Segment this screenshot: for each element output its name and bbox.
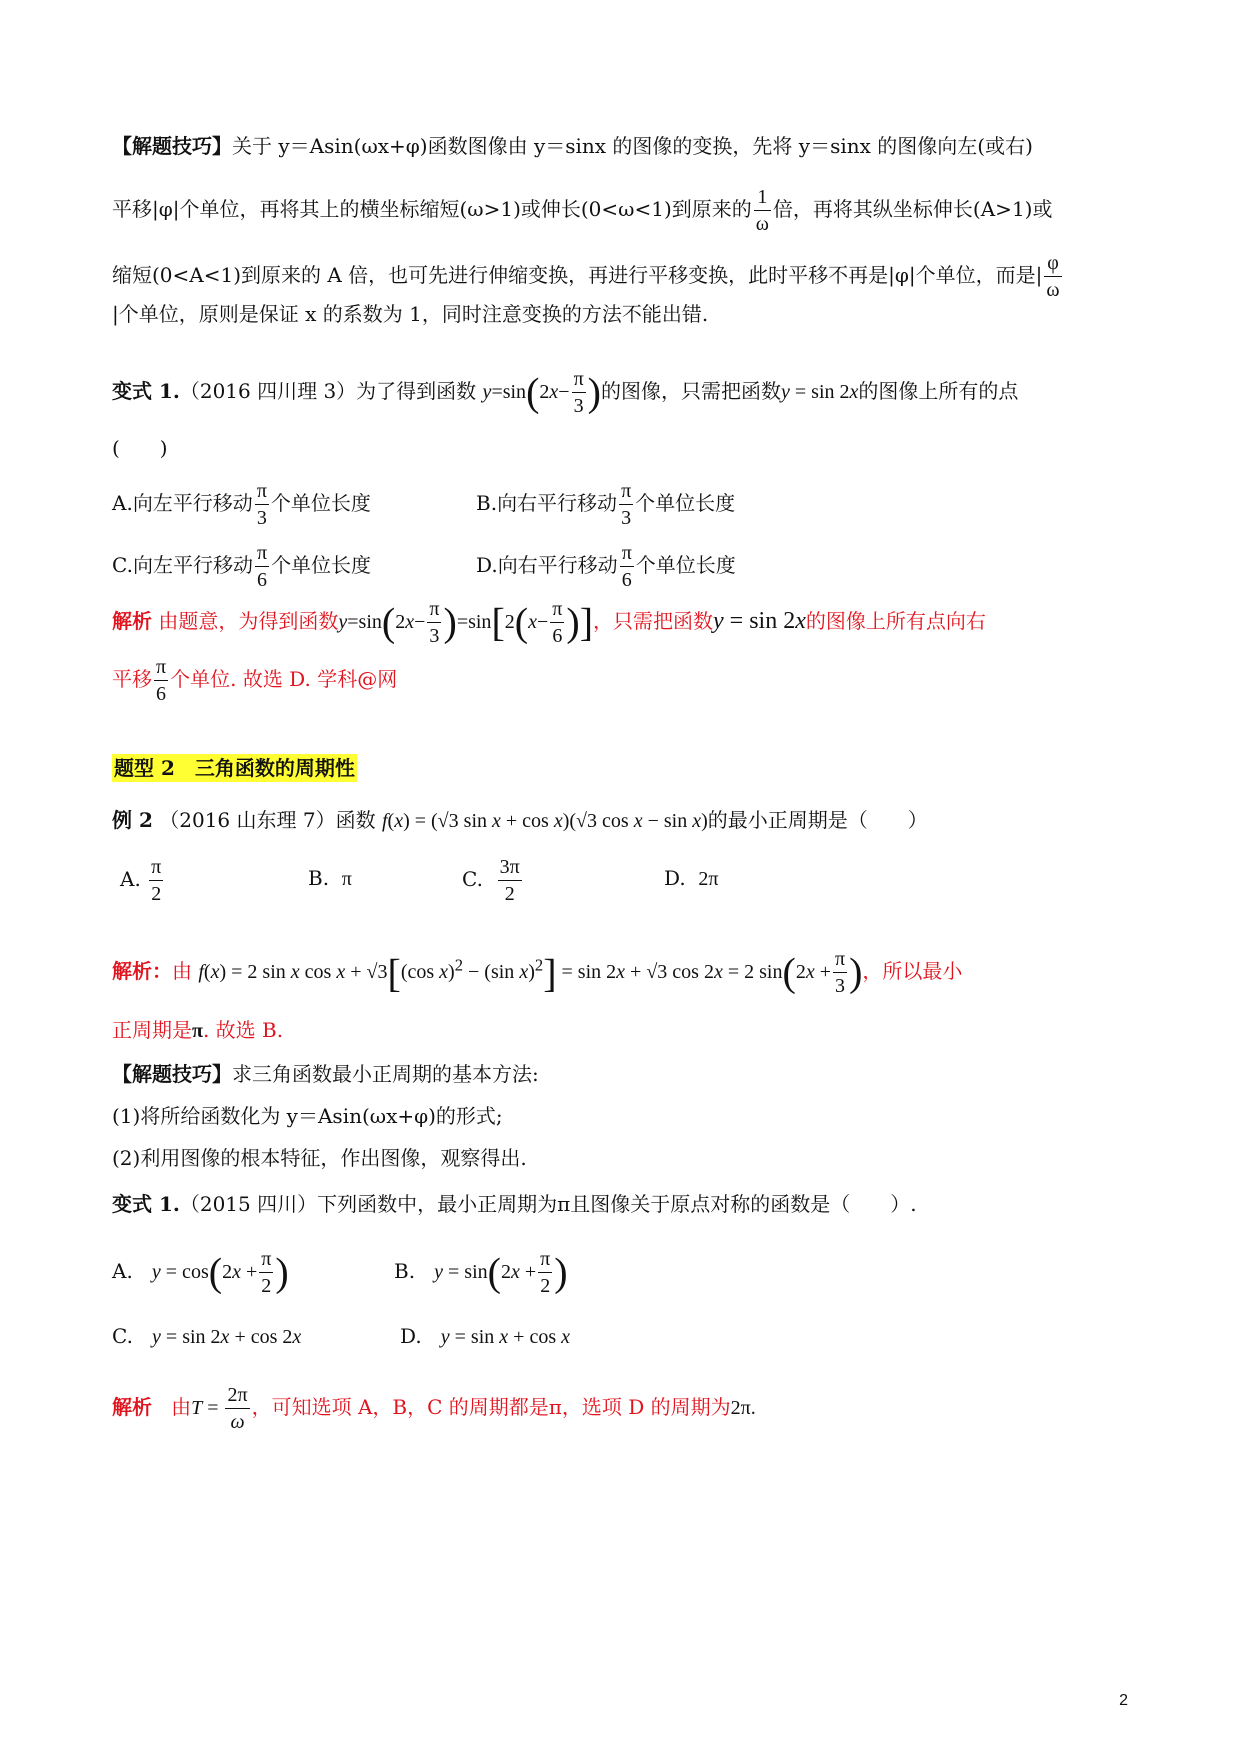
example2-question: 例 2 （2016 山东理 7）函数 f(x) = (√3 sin x + cos x)(√3 cos x − sin x)的最小正周期是（ ） [112,808,928,832]
formula-target: y [482,381,492,403]
type2-heading-text: 题型 2 三角函数的周期性 [114,756,355,780]
analysis2-c: 正周期是 [112,1018,192,1042]
variant2-option-b: B. y = sin(2x + $\frac{\pi}{2}$ ) [394,1248,568,1297]
variant1-source: （2016 四川理 3）为了得到函数 [179,379,477,403]
example2-analysis: 解析：由 f(x) = 2 sin x cos x + √3[(cos x)$^2$ − (sin x)$^2$] = sin 2x + √3 cos 2x = 2 sin(2x + $\frac{\pi}{3}$ )，所以最小 [112,948,963,997]
variant1-label: 变式 1. [112,379,180,403]
tip1-text2a: 平移|φ|个单位，再将其上的横坐标缩短(ω>1)或伸长(0<ω<1)到原来的 [112,197,752,221]
analysis2-pi: π [192,1020,203,1042]
analysis-text-e: 个单位. 故选 D. 学科@网 [170,667,398,691]
tip1-text1: 关于 y＝Asin(ωx+φ)函数图像由 y＝sinx 的图像的变换，先将 y＝sinx 的图像向左(或右) [232,134,1033,158]
tip1-text2b: 倍，再将其纵坐标伸长(A>1)或 [772,197,1053,221]
variant2-option-c: C. y = sin 2x + cos 2x [112,1324,302,1348]
tip1-line2 [112,184,1052,237]
analysis-label: 解析 [112,609,152,633]
example2-source: （2016 山东理 7）函数 [159,808,376,832]
variant2-analysis: 解析 由T = $\frac{2\pi}{\omega}$ ，可知选项 A，B，C 的周期都是π，选项 D 的周期为2π. [112,1384,756,1433]
variant1-question: 变式 1.（2016 四川理 3）为了得到函数 y=sin(2x− $\frac{\pi}{3}$ )的图像，只需把函数y = sin 2x的图像上所有的点 [112,368,1019,417]
analysis-label-3: 解析 [112,1395,152,1419]
tip2-step2: (2)利用图像的根本特征，作出图像，观察得出. [112,1146,527,1170]
page-number: 2 [1119,1692,1128,1709]
analysis-text-d: 平移 [112,667,152,691]
fraction-1-over-omega: $\frac{1}{\omega}$ [755,186,769,235]
variant2-option-a: A. y = cos(2x + $\frac{\pi}{2}$ ) [112,1248,289,1297]
example2-label: 例 2 [112,808,153,832]
analysis3-c: 2π. [730,1397,756,1419]
variant2-question [112,1190,917,1218]
analysis2-b: ，所以最小 [862,959,963,983]
type2-heading [112,754,357,782]
analysis-text-a: 由题意，为得到函数 [158,609,339,633]
variant1-option-b: B.向右平行移动 $\frac{\pi}{3}$ 个单位长度 [476,480,736,529]
variant2-text: （2015 四川）下列函数中，最小正周期为π且图像关于原点对称的函数是（ ）. [179,1192,917,1216]
example2-end: 的最小正周期是（ ） [707,808,928,832]
tip2-label: 【解题技巧】 [112,1062,232,1086]
variant1-mid: 的图像，只需把函数 [601,379,781,403]
variant1-analysis: 解析 由题意，为得到函数y=sin(2x− $\frac{\pi}{3}$ )=sin[2(x− $\frac{\pi}{6}$ )]，只需把函数y = sin 2x的图像上所有点向右 [112,598,986,647]
variant1-end: 的图像上所有的点 [858,379,1019,403]
tip1-line1 [112,132,1033,160]
analysis3-b: ，可知选项 A，B，C 的周期都是π，选项 D 的周期为 [251,1395,731,1419]
variant1-option-c: C.向左平行移动 $\frac{\pi}{6}$ 个单位长度 [112,542,372,591]
fraction-phi-over-omega: $\frac{\varphi}{\omega}$ [1046,252,1060,301]
variant1-analysis-2: 平移 $\frac{\pi}{6}$ 个单位. 故选 D. 学科@网 [112,656,398,705]
example2-option-b: B. π [308,866,352,890]
fraction-pi-3: $\frac{\pi}{3}$ [573,368,584,417]
variant1-option-d: D.向右平行移动 $\frac{\pi}{6}$ 个单位长度 [476,542,736,591]
tip1-text3: 缩短(0<A<1)到原来的 A 倍，也可先进行伸缩变换，再进行平移变换，此时平移不再是|φ|个单位，而是| [112,263,1043,287]
example2-analysis-2 [112,1016,283,1045]
tip1-text4: |个单位，原则是保证 x 的系数为 1，同时注意变换的方法不能出错. [112,302,709,326]
variant1-option-a: A.向左平行移动 $\frac{\pi}{3}$ 个单位长度 [112,480,371,529]
tip1-line3 [112,250,1064,303]
example2-option-d: D. 2π [664,866,719,890]
variant1-paren: ( ) [112,436,168,460]
variant2-label: 变式 1. [112,1192,180,1216]
tip2-step1: (1)将所给函数化为 y＝Asin(ωx+φ)的形式; [112,1104,503,1128]
analysis3-a: 由 [171,1395,192,1419]
analysis2-d: . 故选 B. [202,1018,284,1042]
tip1-label: 【解题技巧】 [112,134,232,158]
tip1-line4 [112,300,708,328]
analysis-label-2: 解析： [112,959,172,983]
tip2-text: 求三角函数最小正周期的基本方法: [232,1062,539,1086]
variant2-option-d: D. y = sin x + cos x [400,1324,571,1348]
analysis-text-c: 的图像上所有点向右 [805,609,986,633]
analysis-text-b: ，只需把函数 [593,609,714,633]
tip2-line1 [112,1060,539,1088]
example2-option-a: A. $\frac{\pi}{2}$ [120,856,162,905]
example2-option-c: C. $\frac{3\pi}{2}$ [462,856,520,905]
analysis2-a: 由 [172,959,192,983]
